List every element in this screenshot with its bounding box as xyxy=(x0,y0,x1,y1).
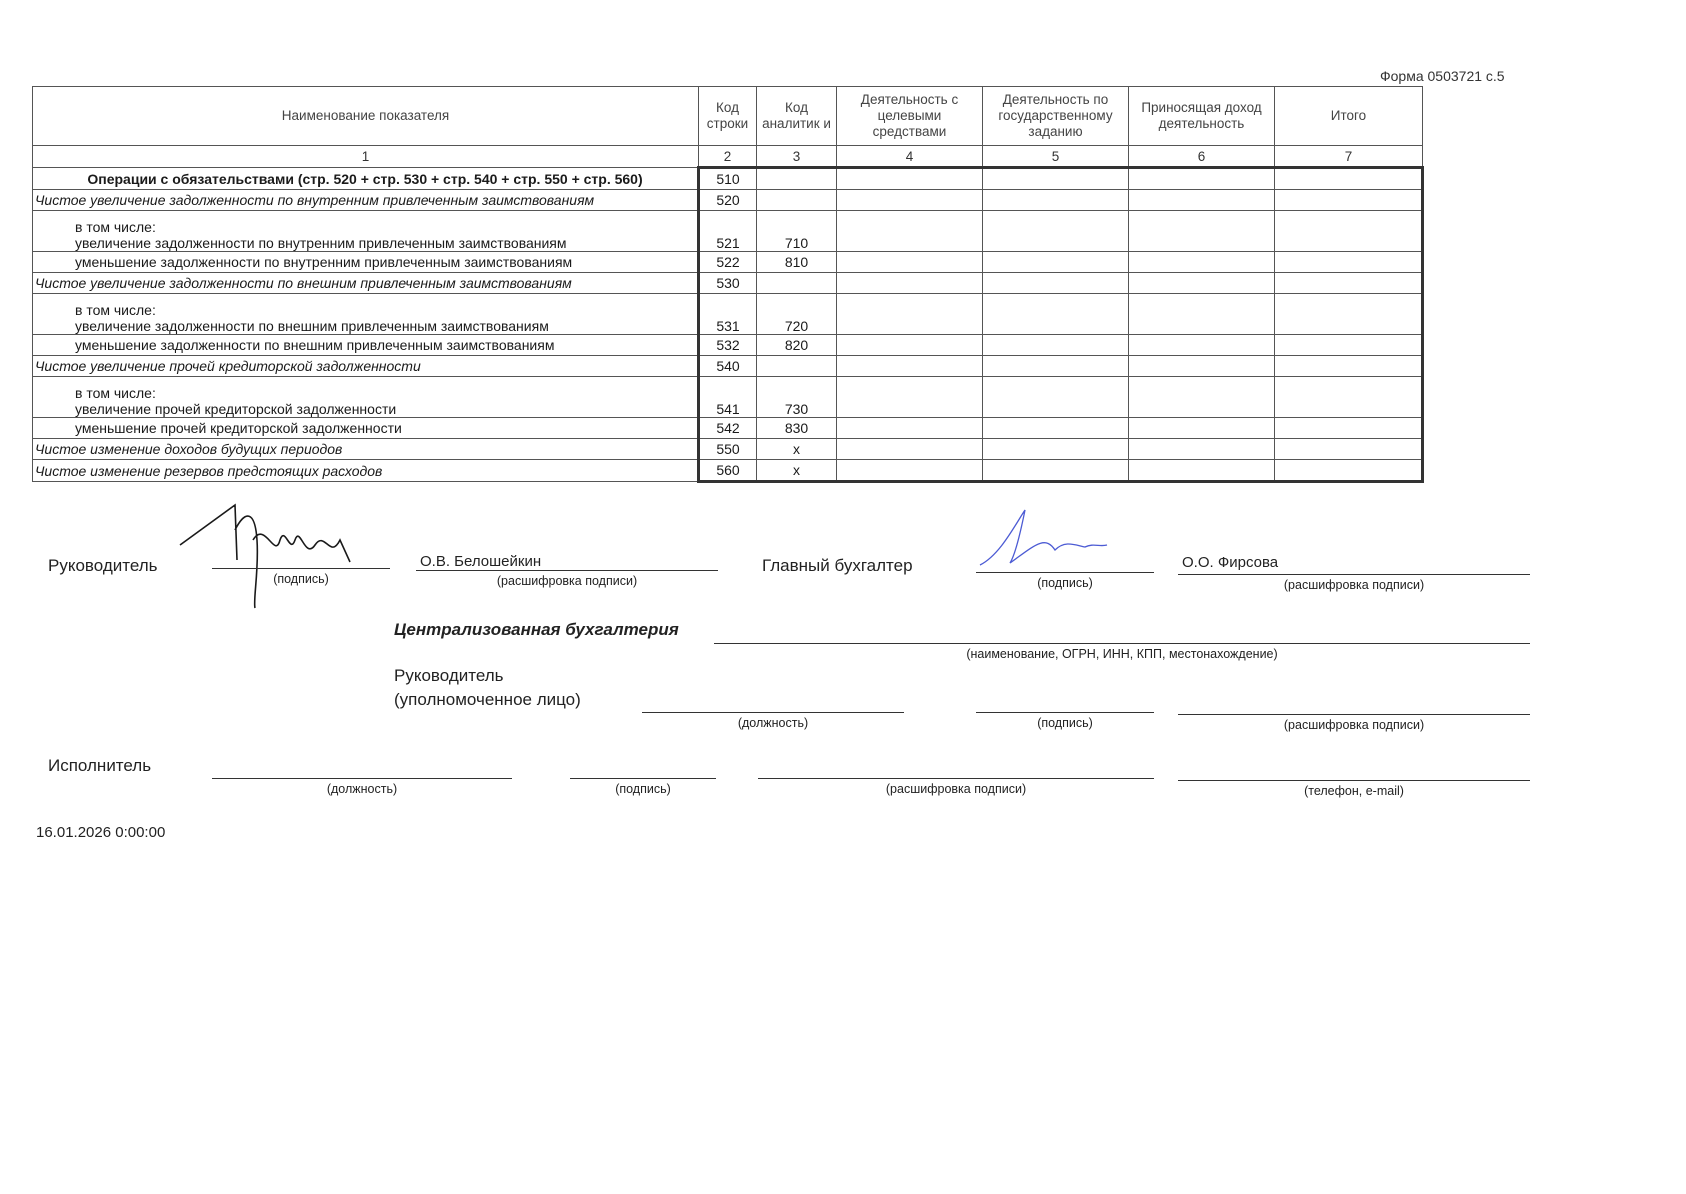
value-cell xyxy=(837,294,983,335)
value-cell xyxy=(983,335,1129,356)
row-code: 520 xyxy=(699,190,757,211)
value-cell xyxy=(837,252,983,273)
value-cell xyxy=(1129,335,1275,356)
operations-table xyxy=(32,86,1424,483)
table-row xyxy=(33,190,1423,211)
head-name-line xyxy=(416,570,718,571)
form-number: Форма 0503721 с.5 xyxy=(1380,68,1505,84)
table-row xyxy=(33,439,1423,460)
analytic-code xyxy=(757,168,837,190)
value-cell xyxy=(983,168,1129,190)
row-name-text: Чистое увеличение задолженности по внутренним привлеченным заимствованиям xyxy=(35,192,595,208)
table-row xyxy=(33,211,1423,252)
row-name-text: увеличение прочей кредиторской задолженности xyxy=(75,401,397,417)
value-cell xyxy=(1275,168,1423,190)
central-head-signature-line xyxy=(976,712,1154,713)
value-cell xyxy=(983,377,1129,418)
executor-phone-caption: (телефон, e-mail) xyxy=(1304,784,1404,798)
value-cell xyxy=(1275,335,1423,356)
value-cell xyxy=(837,168,983,190)
value-cell xyxy=(983,439,1129,460)
value-cell xyxy=(983,211,1129,252)
value-cell xyxy=(1275,252,1423,273)
central-accounting-label: Централизованная бухгалтерия xyxy=(394,620,679,639)
central-accounting-caption: (наименование, ОГРН, ИНН, КПП, местонахождение) xyxy=(966,647,1278,661)
row-code: 531 xyxy=(699,294,757,335)
analytic-code: x xyxy=(757,439,837,460)
row-name xyxy=(33,460,699,482)
value-cell xyxy=(1275,460,1423,482)
header-analytic-code: Код аналитик и xyxy=(757,87,837,146)
value-cell xyxy=(1275,439,1423,460)
head-label: Руководитель xyxy=(48,556,158,575)
row-name xyxy=(33,335,699,356)
col-number: 2 xyxy=(699,146,757,168)
central-head-name-line xyxy=(1178,714,1530,715)
executor-label: Исполнитель xyxy=(48,756,152,775)
analytic-code xyxy=(757,273,837,294)
value-cell xyxy=(1275,356,1423,377)
analytic-code: 720 xyxy=(757,294,837,335)
chief-accountant-label: Главный бухгалтер xyxy=(762,556,913,575)
value-cell xyxy=(1129,439,1275,460)
row-name xyxy=(33,294,699,335)
row-code: 522 xyxy=(699,252,757,273)
table-row xyxy=(33,168,1423,190)
header-row-code: Код строки xyxy=(699,87,757,146)
central-head-sublabel: (уполномоченное лицо) xyxy=(394,690,581,709)
value-cell xyxy=(1129,377,1275,418)
row-name-text: Чистое увеличение прочей кредиторской задолженности xyxy=(35,358,421,374)
row-name xyxy=(33,211,699,252)
analytic-code: 820 xyxy=(757,335,837,356)
table-row xyxy=(33,377,1423,418)
central-head-signature-caption: (подпись) xyxy=(1037,716,1093,730)
report-date: 16.01.2026 0:00:00 xyxy=(36,824,166,841)
col-number: 6 xyxy=(1129,146,1275,168)
row-code: 541 xyxy=(699,377,757,418)
chief-accountant-signature-line xyxy=(976,572,1154,573)
header-income-activity: Приносящая доход деятельность xyxy=(1129,87,1275,146)
row-code: 550 xyxy=(699,439,757,460)
analytic-code xyxy=(757,356,837,377)
row-name-text: Чистое увеличение задолженности по внешним привлеченным заимствованиям xyxy=(35,275,572,291)
executor-position-line xyxy=(212,778,512,779)
executor-name-caption: (расшифровка подписи) xyxy=(885,782,1027,796)
header-targeted-funds: Деятельность с целевыми средствами xyxy=(837,87,983,146)
header-total: Итого xyxy=(1275,87,1423,146)
value-cell xyxy=(983,294,1129,335)
value-cell xyxy=(837,190,983,211)
row-name xyxy=(33,168,699,190)
col-number: 4 xyxy=(837,146,983,168)
table-row xyxy=(33,356,1423,377)
value-cell xyxy=(837,335,983,356)
analytic-code xyxy=(757,190,837,211)
row-name-text: уменьшение задолженности по внешним привлеченным заимствованиям xyxy=(75,337,555,353)
row-name xyxy=(33,190,699,211)
head-signature-scribble xyxy=(175,500,385,610)
row-code: 540 xyxy=(699,356,757,377)
value-cell xyxy=(983,460,1129,482)
central-head-position-caption: (должность) xyxy=(737,716,809,730)
column-numbers-row xyxy=(33,146,1423,168)
col-number: 1 xyxy=(33,146,699,168)
row-code: 530 xyxy=(699,273,757,294)
value-cell xyxy=(837,460,983,482)
analytic-code: 830 xyxy=(757,418,837,439)
central-head-name-caption: (расшифровка подписи) xyxy=(1283,718,1425,732)
value-cell xyxy=(1275,211,1423,252)
row-code: 532 xyxy=(699,335,757,356)
head-signature-caption: (подпись) xyxy=(273,572,329,586)
value-cell xyxy=(837,377,983,418)
central-head-label: Руководитель xyxy=(394,666,504,685)
row-prefix: в том числе: xyxy=(75,385,156,401)
value-cell xyxy=(1129,460,1275,482)
value-cell xyxy=(1275,377,1423,418)
value-cell xyxy=(983,418,1129,439)
header-state-task: Деятельность по государственному заданию xyxy=(983,87,1129,146)
table-row xyxy=(33,460,1423,482)
header-name: Наименование показателя xyxy=(33,87,699,146)
executor-name-line xyxy=(758,778,1154,779)
value-cell xyxy=(983,273,1129,294)
value-cell xyxy=(983,356,1129,377)
header-row xyxy=(33,87,1423,146)
row-name-text: Чистое изменение резервов предстоящих расходов xyxy=(35,462,383,479)
row-name-text: Операции с обязательствами (стр. 520 + стр. 530 + стр. 540 + стр. 550 + стр. 560) xyxy=(87,170,643,187)
value-cell xyxy=(1129,418,1275,439)
col-number: 7 xyxy=(1275,146,1423,168)
table-row xyxy=(33,418,1423,439)
head-name: О.В. Белошейкин xyxy=(420,553,542,570)
chief-accountant-name-caption: (расшифровка подписи) xyxy=(1283,578,1425,592)
central-accounting-line xyxy=(714,643,1530,644)
central-head-position-line xyxy=(642,712,904,713)
row-code: 560 xyxy=(699,460,757,482)
col-number: 3 xyxy=(757,146,837,168)
value-cell xyxy=(1129,211,1275,252)
row-code: 542 xyxy=(699,418,757,439)
chief-accountant-name: О.О. Фирсова xyxy=(1182,554,1279,571)
executor-signature-line xyxy=(570,778,716,779)
row-name xyxy=(33,418,699,439)
value-cell xyxy=(1129,294,1275,335)
row-name-text: увеличение задолженности по внешним привлеченным заимствованиям xyxy=(75,318,549,334)
analytic-code: x xyxy=(757,460,837,482)
value-cell xyxy=(837,356,983,377)
chief-accountant-signature-scribble xyxy=(975,505,1115,575)
table-row xyxy=(33,273,1423,294)
value-cell xyxy=(1129,190,1275,211)
executor-signature-caption: (подпись) xyxy=(615,782,671,796)
row-name xyxy=(33,377,699,418)
value-cell xyxy=(1129,356,1275,377)
executor-phone-line xyxy=(1178,780,1530,781)
row-prefix: в том числе: xyxy=(75,219,156,235)
row-name-text: Чистое изменение доходов будущих периодов xyxy=(35,441,343,457)
row-name xyxy=(33,356,699,377)
analytic-code: 710 xyxy=(757,211,837,252)
head-signature-line xyxy=(212,568,390,569)
row-name xyxy=(33,273,699,294)
analytic-code: 730 xyxy=(757,377,837,418)
value-cell xyxy=(1129,252,1275,273)
row-name-text: уменьшение задолженности по внутренним привлеченным заимствованиям xyxy=(75,254,573,270)
value-cell xyxy=(1275,418,1423,439)
value-cell xyxy=(837,418,983,439)
row-name xyxy=(33,252,699,273)
row-code: 521 xyxy=(699,211,757,252)
chief-accountant-signature-caption: (подпись) xyxy=(1037,576,1093,590)
value-cell xyxy=(1129,168,1275,190)
row-code: 510 xyxy=(699,168,757,190)
chief-accountant-name-line xyxy=(1178,574,1530,575)
table-row xyxy=(33,294,1423,335)
row-name xyxy=(33,439,699,460)
row-name-text: уменьшение прочей кредиторской задолженности xyxy=(75,420,402,436)
head-name-caption: (расшифровка подписи) xyxy=(496,574,638,588)
value-cell xyxy=(1275,294,1423,335)
value-cell xyxy=(1275,273,1423,294)
value-cell xyxy=(837,211,983,252)
row-name-text: увеличение задолженности по внутренним привлеченным заимствованиям xyxy=(75,235,567,251)
value-cell xyxy=(837,273,983,294)
value-cell xyxy=(983,252,1129,273)
analytic-code: 810 xyxy=(757,252,837,273)
col-number: 5 xyxy=(983,146,1129,168)
table-row xyxy=(33,252,1423,273)
executor-position-caption: (должность) xyxy=(326,782,398,796)
value-cell xyxy=(983,190,1129,211)
value-cell xyxy=(1275,190,1423,211)
table-row xyxy=(33,335,1423,356)
row-prefix: в том числе: xyxy=(75,302,156,318)
value-cell xyxy=(837,439,983,460)
value-cell xyxy=(1129,273,1275,294)
